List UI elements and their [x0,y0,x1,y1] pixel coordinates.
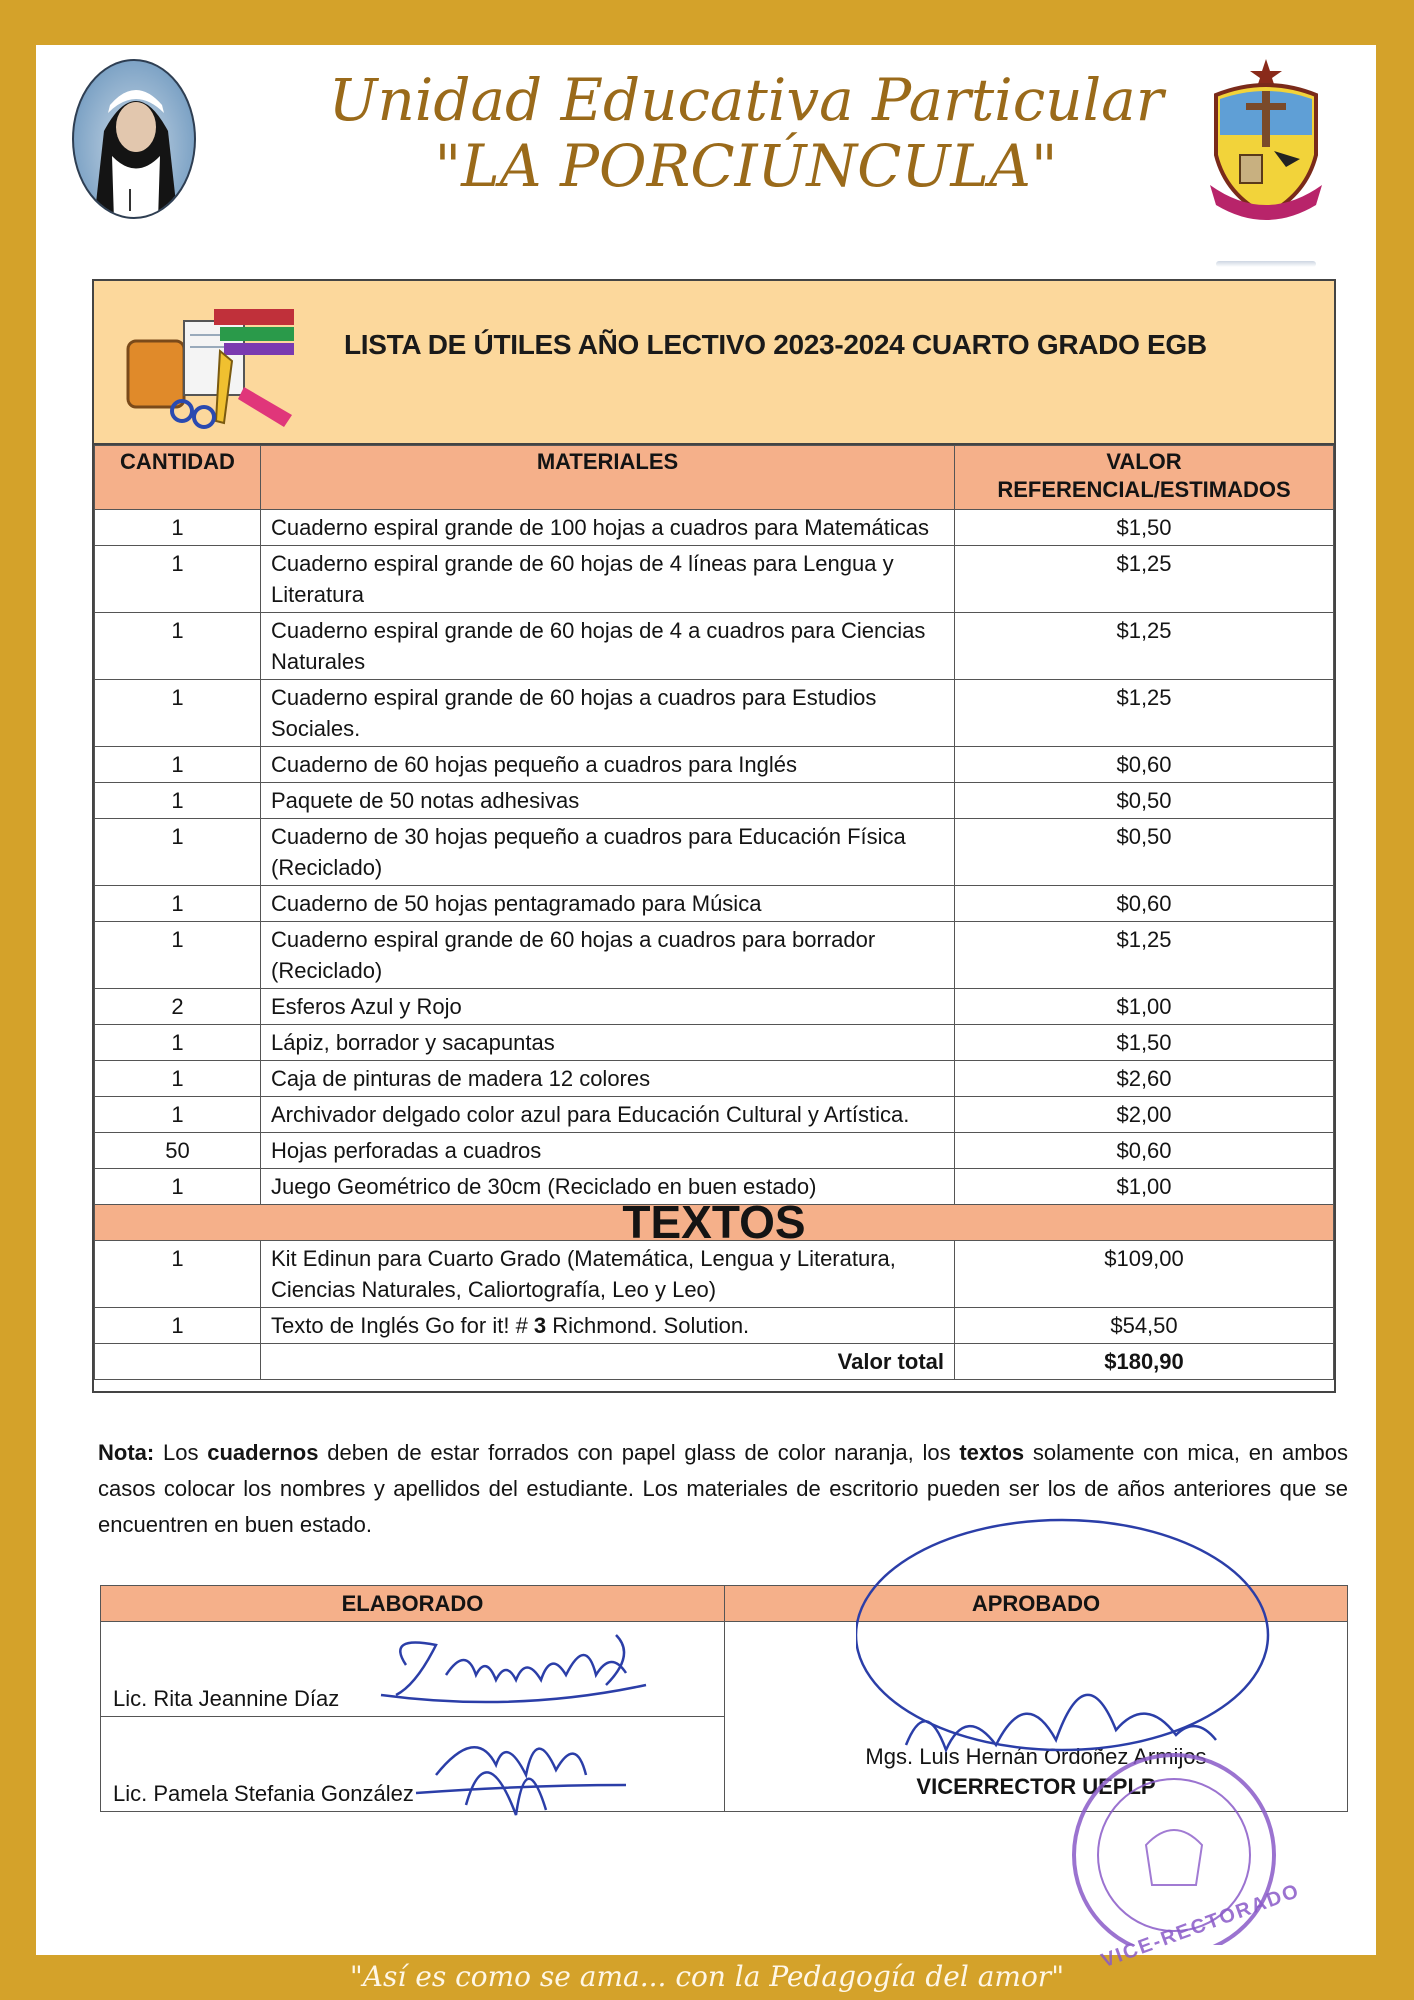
text-value: $54,50 [955,1308,1334,1344]
item-value: $0,60 [955,1133,1334,1169]
item-qty: 1 [95,613,261,680]
text-material-bold: 3 [533,1313,547,1338]
table-row [95,680,1334,747]
signer-name-1: Lic. Rita Jeannine Díaz [113,1686,340,1711]
item-value: $0,50 [955,819,1334,886]
item-material: Hojas perforadas a cuadros [261,1133,955,1169]
item-qty: 1 [95,1061,261,1097]
item-qty: 1 [95,1025,261,1061]
item-qty: 1 [95,546,261,613]
text-qty: 1 [95,1241,261,1308]
note-text-2: deben de estar forrados con papel glass de color naranja, los [318,1440,960,1465]
list-title: LISTA DE ÚTILES AÑO LECTIVO 2023-2024 CUARTO GRADO EGB [344,329,1207,360]
table-row [95,613,1334,680]
note-text-3: solamente con mica, en ambos casos colocar los nombres y apellidos del estudiante. Los materiales de escritorio pueden ser los de años anteriores que se encuentren en buen estado. [98,1440,1348,1537]
table-row [95,1241,1334,1308]
item-material: Archivador delgado color azul para Educación Cultural y Artística. [261,1097,955,1133]
note-paragraph [98,1435,1348,1543]
item-value: $0,50 [955,783,1334,819]
signature-1-text [436,1633,442,1634]
item-material: Cuaderno espiral grande de 60 hojas de 4 a cuadros para Ciencias Naturales [261,613,955,680]
item-material: Cuaderno de 30 hojas pequeño a cuadros para Educación Física (Reciclado) [261,819,955,886]
item-material: Paquete de 50 notas adhesivas [261,783,955,819]
table-row [95,989,1334,1025]
founder-portrait [72,59,196,219]
table-header-row [95,446,1334,510]
note-bold-2: textos [959,1440,1025,1465]
item-value: $1,50 [955,510,1334,546]
item-value: $0,60 [955,747,1334,783]
textos-heading-row [95,1205,1334,1241]
item-value: $2,00 [955,1097,1334,1133]
item-qty: 1 [95,680,261,747]
item-qty: 1 [95,1169,261,1205]
item-value: $1,25 [955,613,1334,680]
school-name-line1: Unidad Educativa Particular [328,66,1164,134]
item-qty: 50 [95,1133,261,1169]
table-row [101,1622,1348,1717]
note-text-1: Los [154,1440,208,1465]
decorative-shadow [1216,261,1316,267]
footer-motto: "Así es como se ama... con la Pedagogía del amor" [349,1960,1065,1993]
item-qty: 1 [95,783,261,819]
item-qty: 1 [95,922,261,989]
table-row [95,819,1334,886]
school-crest-logo [1196,55,1336,225]
aprobado-header: APROBADO [725,1586,1348,1622]
school-name [286,67,1206,199]
note-label: Nota: [98,1440,155,1465]
text-material [261,1308,955,1344]
supplies-list [92,279,1336,1393]
item-material: Caja de pinturas de madera 12 colores [261,1061,955,1097]
school-name-line2: "LA PORCIÚNCULA" [434,132,1058,200]
item-value: $1,25 [955,922,1334,989]
item-qty: 1 [95,886,261,922]
table-row [95,922,1334,989]
item-value: $1,25 [955,680,1334,747]
item-value: $1,50 [955,1025,1334,1061]
table-row [95,747,1334,783]
stamp-text: VICE-RECTORADO [1098,1879,1304,1973]
table-row [95,783,1334,819]
item-value: $0,60 [955,886,1334,922]
signer-name-2: Lic. Pamela Stefania González [113,1781,414,1806]
text-value: $109,00 [955,1241,1334,1308]
signature-table [100,1585,1348,1812]
item-material: Cuaderno de 60 hojas pequeño a cuadros para Inglés [261,747,955,783]
item-value: $1,00 [955,1169,1334,1205]
item-material: Cuaderno espiral grande de 100 hojas a cuadros para Matemáticas [261,510,955,546]
table-row [95,1097,1334,1133]
item-material: Lápiz, borrador y sacapuntas [261,1025,955,1061]
item-qty: 2 [95,989,261,1025]
item-qty: 1 [95,1097,261,1133]
total-row [95,1344,1334,1380]
supplies-table [94,445,1334,1380]
text-material-pre: Texto de Inglés Go for it! # [271,1313,534,1338]
table-row [95,510,1334,546]
textos-heading: TEXTOS [95,1205,1334,1241]
text-material: Kit Edinun para Cuarto Grado (Matemática, Lengua y Literatura, Ciencias Naturales, Caliortografía, Leo y Leo) [261,1241,955,1308]
total-value: $180,90 [955,1344,1334,1380]
signature-cell-1 [101,1622,725,1717]
text-material-post: Richmond. Solution. [546,1313,750,1338]
item-material: Cuaderno espiral grande de 60 hojas a cuadros para Estudios Sociales. [261,680,955,747]
table-row [95,1133,1334,1169]
col-header-value: VALOR REFERENCIAL/ESTIMADOS [955,446,1334,510]
note-bold-1: cuadernos [207,1440,319,1465]
col-header-qty: CANTIDAD [95,446,261,510]
item-material: Cuaderno espiral grande de 60 hojas a cuadros para borrador (Reciclado) [261,922,955,989]
item-qty: 1 [95,747,261,783]
item-rows [95,510,1334,1205]
signature-cell-2 [101,1717,725,1812]
table-row [95,1025,1334,1061]
item-material: Cuaderno espiral grande de 60 hojas de 4 líneas para Lengua y Literatura [261,546,955,613]
item-material: Esferos Azul y Rojo [261,989,955,1025]
document-page [36,45,1376,1973]
table-row [95,1061,1334,1097]
list-header-band [94,281,1334,445]
elaborado-header: ELABORADO [101,1586,725,1622]
item-material: Juego Geométrico de 30cm (Reciclado en buen estado) [261,1169,955,1205]
item-value: $1,00 [955,989,1334,1025]
approver-name: Mgs. Luis Hernán Ordoñez Armijos [865,1744,1207,1769]
item-qty: 1 [95,819,261,886]
item-material: Cuaderno de 50 hojas pentagramado para Música [261,886,955,922]
signature-header-row [101,1586,1348,1622]
table-row [95,886,1334,922]
total-label: Valor total [261,1344,955,1380]
table-row [95,546,1334,613]
approval-cell [725,1622,1348,1812]
item-value: $1,25 [955,546,1334,613]
col-header-material: MATERIALES [261,446,955,510]
item-qty: 1 [95,510,261,546]
item-value: $2,60 [955,1061,1334,1097]
text-qty: 1 [95,1308,261,1344]
approver-title: VICERRECTOR UEPLP [916,1774,1156,1799]
school-supplies-icon [124,301,304,441]
table-row [95,1308,1334,1344]
